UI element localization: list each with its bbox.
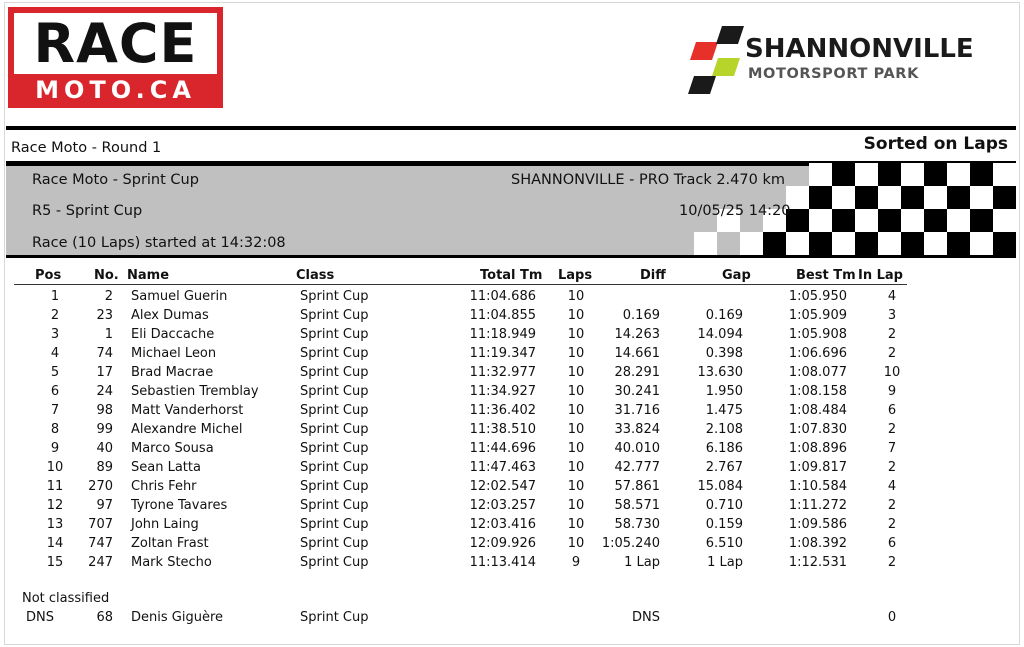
cell-pos: 6 (50, 384, 60, 399)
cell-name: Denis Giguère (131, 610, 223, 625)
cell-pos: 12 (46, 498, 64, 513)
cell-best: 1:09.817 (788, 460, 847, 475)
cell-inlap: 6 (887, 403, 897, 418)
flag-square (763, 232, 786, 255)
cell-total: 11:34.927 (469, 384, 536, 399)
col-header-total: Total Tm (480, 268, 543, 283)
cell-best: 1:05.950 (788, 289, 847, 304)
cell-diff: 0.169 (622, 308, 660, 323)
flag-square (993, 209, 1016, 232)
cell-name: John Laing (131, 517, 199, 532)
cell-no: 747 (88, 536, 113, 551)
flag-square (924, 232, 947, 255)
cell-best: 1:11.272 (788, 498, 847, 513)
flag-square (878, 163, 901, 186)
cell-total: 11:18.949 (469, 327, 536, 342)
cell-class: Sprint Cup (300, 422, 369, 437)
table-row[interactable] (0, 422, 1024, 441)
cell-inlap: 2 (887, 346, 897, 361)
cell-name: Marco Sousa (131, 441, 214, 456)
cell-laps: 10 (567, 346, 585, 361)
cell-inlap: 2 (887, 517, 897, 532)
table-row[interactable] (0, 517, 1024, 536)
cell-no: 74 (96, 346, 113, 361)
shannonville-name: SHANNONVILLE (745, 34, 974, 64)
cell-laps: 10 (567, 365, 585, 380)
table-row[interactable] (0, 365, 1024, 384)
cell-class: Sprint Cup (300, 536, 369, 551)
flag-square (832, 186, 855, 209)
flag-square (901, 232, 924, 255)
cell-class: Sprint Cup (300, 441, 369, 456)
cell-total: 11:36.402 (469, 403, 536, 418)
col-header-pos: Pos (35, 268, 62, 283)
cell-inlap: 9 (887, 384, 897, 399)
cell-laps: 10 (567, 327, 585, 342)
flag-square (878, 209, 901, 232)
cell-no: 89 (96, 460, 113, 475)
cell-inlap: 2 (887, 555, 897, 570)
flag-square (947, 163, 970, 186)
col-header-class: Class (296, 268, 335, 283)
cell-name: Michael Leon (131, 346, 217, 361)
cell-diff: 31.716 (614, 403, 660, 418)
cell-laps: 9 (571, 555, 581, 570)
cell-pos: 8 (50, 422, 60, 437)
cell-class: Sprint Cup (300, 289, 369, 304)
cell-inlap: 3 (887, 308, 897, 323)
cell-name: Mark Stecho (131, 555, 212, 570)
cell-class: Sprint Cup (300, 610, 369, 625)
cell-inlap: 4 (887, 289, 897, 304)
cell-laps: 10 (567, 289, 585, 304)
cell-inlap: 0 (887, 610, 897, 625)
cell-total: 11:47.463 (469, 460, 536, 475)
cell-name: Alex Dumas (131, 308, 209, 323)
cell-name: Sean Latta (131, 460, 201, 475)
flag-square (809, 186, 832, 209)
cell-diff: 33.824 (614, 422, 660, 437)
cell-diff: 28.291 (614, 365, 660, 380)
cell-total: 12:09.926 (469, 536, 536, 551)
cell-inlap: 2 (887, 460, 897, 475)
cell-total: 12:02.547 (469, 479, 536, 494)
cell-class: Sprint Cup (300, 517, 369, 532)
cell-gap: 15.084 (697, 479, 743, 494)
cell-no: 68 (96, 610, 113, 625)
cell-inlap: 2 (887, 327, 897, 342)
cell-pos: 4 (50, 346, 60, 361)
cell-total: 12:03.416 (469, 517, 536, 532)
cell-pos: 5 (50, 365, 60, 380)
col-header-inlap: In Lap (858, 268, 903, 283)
cell-pos: 3 (50, 327, 60, 342)
col-header-gap: Gap (722, 268, 751, 283)
not-classified-label: Not classified (22, 591, 110, 606)
cell-class: Sprint Cup (300, 346, 369, 361)
flag-square (924, 163, 947, 186)
session-name: R5 - Sprint Cup (32, 203, 143, 219)
cell-gap: 0.169 (705, 308, 743, 323)
flag-square (855, 209, 878, 232)
flag-square (832, 232, 855, 255)
cell-best: 1:08.896 (788, 441, 847, 456)
cell-best: 1:08.077 (788, 365, 847, 380)
flag-square (809, 232, 832, 255)
cell-gap: 0.710 (705, 498, 743, 513)
shannonville-flag-icon (688, 22, 748, 98)
shannonville-logo[interactable] (688, 22, 1018, 98)
flag-square (786, 232, 809, 255)
flag-square (947, 209, 970, 232)
flag-square (993, 186, 1016, 209)
race-info: Race (10 Laps) started at 14:32:08 (32, 235, 286, 251)
cell-laps: 10 (567, 422, 585, 437)
flag-square (740, 232, 763, 255)
cell-best: 1:08.158 (788, 384, 847, 399)
flag-square (970, 186, 993, 209)
cell-no: 17 (96, 365, 113, 380)
flag-square (970, 209, 993, 232)
shannonville-subtitle: MOTORSPORT PARK (748, 66, 919, 82)
cell-inlap: 10 (883, 365, 901, 380)
cell-no: 23 (96, 308, 113, 323)
cell-name: Alexandre Michel (131, 422, 243, 437)
flag-square (993, 232, 1016, 255)
cell-laps: 10 (567, 308, 585, 323)
cell-class: Sprint Cup (300, 460, 369, 475)
flag-square (947, 232, 970, 255)
table-row[interactable] (0, 555, 1024, 574)
cell-total: 11:44.696 (469, 441, 536, 456)
cell-no: 24 (96, 384, 113, 399)
cell-class: Sprint Cup (300, 365, 369, 380)
cell-no: 99 (96, 422, 113, 437)
cell-class: Sprint Cup (300, 403, 369, 418)
table-row[interactable] (0, 460, 1024, 479)
cell-no: 270 (88, 479, 113, 494)
cell-laps: 10 (567, 479, 585, 494)
session-datetime: 10/05/25 14:20 (679, 203, 791, 219)
cell-diff: DNS (632, 610, 660, 625)
cell-best: 1:05.909 (788, 308, 847, 323)
flag-square (809, 209, 832, 232)
cell-best: 1:08.392 (788, 536, 847, 551)
cell-no: 247 (88, 555, 113, 570)
cell-total: 11:38.510 (469, 422, 536, 437)
cell-laps: 10 (567, 441, 585, 456)
event-title: Race Moto - Round 1 (11, 140, 162, 156)
cell-best: 1:06.696 (788, 346, 847, 361)
cell-gap: 13.630 (697, 365, 743, 380)
cell-no: 2 (104, 289, 113, 304)
table-row[interactable] (0, 498, 1024, 517)
cell-laps: 10 (567, 460, 585, 475)
cell-gap: 6.186 (705, 441, 743, 456)
col-header-name: Name (127, 268, 170, 283)
cell-name: Eli Daccache (131, 327, 215, 342)
cell-gap: 1.950 (705, 384, 743, 399)
cell-total: 11:04.855 (469, 308, 536, 323)
cell-total: 11:32.977 (469, 365, 536, 380)
cell-diff: 1:05.240 (601, 536, 660, 551)
flag-square (901, 209, 924, 232)
cell-laps: 10 (567, 403, 585, 418)
cell-pos: 2 (50, 308, 60, 323)
cell-pos: 11 (46, 479, 64, 494)
racemoto-logo[interactable] (8, 7, 223, 108)
cell-class: Sprint Cup (300, 555, 369, 570)
cell-diff: 14.661 (614, 346, 660, 361)
cell-name: Chris Fehr (131, 479, 197, 494)
cell-gap: 2.108 (705, 422, 743, 437)
table-row[interactable] (0, 403, 1024, 422)
flag-square (993, 163, 1016, 186)
table-row[interactable] (0, 610, 1024, 629)
flag-square (901, 163, 924, 186)
cell-class: Sprint Cup (300, 479, 369, 494)
flag-square (924, 186, 947, 209)
cell-inlap: 2 (887, 422, 897, 437)
cell-gap: 1 Lap (707, 555, 743, 570)
flag-square (832, 163, 855, 186)
cell-laps: 10 (567, 384, 585, 399)
cell-pos: 7 (50, 403, 60, 418)
cell-pos: 14 (46, 536, 64, 551)
cell-name: Matt Vanderhorst (131, 403, 244, 418)
flag-square (901, 186, 924, 209)
table-row[interactable] (0, 308, 1024, 327)
cell-diff: 58.730 (614, 517, 660, 532)
cell-name: Samuel Guerin (131, 289, 228, 304)
flag-square (924, 209, 947, 232)
cell-name: Brad Macrae (131, 365, 214, 380)
col-header-laps: Laps (558, 268, 593, 283)
flag-square (855, 163, 878, 186)
top-rule (6, 126, 1016, 130)
cell-name: Tyrone Tavares (131, 498, 228, 513)
cell-class: Sprint Cup (300, 498, 369, 513)
cell-diff: 58.571 (614, 498, 660, 513)
cell-diff: 1 Lap (624, 555, 660, 570)
cell-pos: 10 (46, 460, 64, 475)
cell-name: Sebastien Tremblay (131, 384, 259, 399)
cell-pos: 13 (46, 517, 64, 532)
cell-best: 1:12.531 (788, 555, 847, 570)
cell-inlap: 4 (887, 479, 897, 494)
cell-no: 707 (88, 517, 113, 532)
table-row[interactable] (0, 441, 1024, 460)
cell-total: 11:19.347 (469, 346, 536, 361)
cell-gap: 0.159 (705, 517, 743, 532)
table-row[interactable] (0, 536, 1024, 555)
col-header-best: Best Tm (796, 268, 856, 283)
flag-square (855, 232, 878, 255)
cell-diff: 14.263 (614, 327, 660, 342)
cell-no: 1 (104, 327, 113, 342)
cell-gap: 0.398 (705, 346, 743, 361)
cell-gap: 1.475 (705, 403, 743, 418)
cell-no: 97 (96, 498, 113, 513)
cell-name: Zoltan Frast (131, 536, 209, 551)
cell-diff: 57.861 (614, 479, 660, 494)
header-rule (6, 255, 1016, 258)
flag-square (947, 186, 970, 209)
cell-best: 1:08.484 (788, 403, 847, 418)
col-header-diff: Diff (640, 268, 666, 283)
series-name: Race Moto - Sprint Cup (32, 172, 199, 188)
col-header-rule (14, 284, 907, 285)
cell-best: 1:10.584 (788, 479, 847, 494)
cell-laps: 10 (567, 536, 585, 551)
cell-diff: 40.010 (614, 441, 660, 456)
cell-pos: DNS (26, 610, 54, 625)
cell-pos: 9 (50, 441, 60, 456)
cell-class: Sprint Cup (300, 308, 369, 323)
cell-laps: 10 (567, 517, 585, 532)
cell-best: 1:05.908 (788, 327, 847, 342)
flag-square (878, 186, 901, 209)
cell-pos: 15 (46, 555, 64, 570)
col-header-no: No. (94, 268, 119, 283)
sort-label: Sorted on Laps (863, 134, 1008, 154)
cell-inlap: 2 (887, 498, 897, 513)
cell-no: 40 (96, 441, 113, 456)
cell-pos: 1 (50, 289, 60, 304)
cell-laps: 10 (567, 498, 585, 513)
cell-inlap: 6 (887, 536, 897, 551)
cell-total: 12:03.257 (469, 498, 536, 513)
racemoto-logo-top: RACE (14, 13, 217, 74)
cell-no: 98 (96, 403, 113, 418)
cell-gap: 2.767 (705, 460, 743, 475)
cell-class: Sprint Cup (300, 384, 369, 399)
cell-best: 1:07.830 (788, 422, 847, 437)
cell-total: 11:13.414 (469, 555, 536, 570)
table-row[interactable] (0, 289, 1024, 308)
cell-diff: 42.777 (614, 460, 660, 475)
flag-square (970, 232, 993, 255)
flag-square (832, 209, 855, 232)
table-row[interactable] (0, 327, 1024, 346)
racemoto-logo-bottom: MOTO.CA (35, 76, 196, 104)
cell-gap: 6.510 (705, 536, 743, 551)
cell-class: Sprint Cup (300, 327, 369, 342)
cell-best: 1:09.586 (788, 517, 847, 532)
flag-square (855, 186, 878, 209)
flag-square (809, 163, 832, 186)
flag-square (694, 232, 717, 255)
track-name: SHANNONVILLE - PRO Track 2.470 km (511, 172, 785, 188)
cell-gap: 14.094 (697, 327, 743, 342)
table-row[interactable] (0, 346, 1024, 365)
cell-diff: 30.241 (614, 384, 660, 399)
cell-inlap: 7 (887, 441, 897, 456)
cell-total: 11:04.686 (469, 289, 536, 304)
table-row[interactable] (0, 384, 1024, 403)
table-row[interactable] (0, 479, 1024, 498)
flag-square (878, 232, 901, 255)
flag-square (970, 163, 993, 186)
